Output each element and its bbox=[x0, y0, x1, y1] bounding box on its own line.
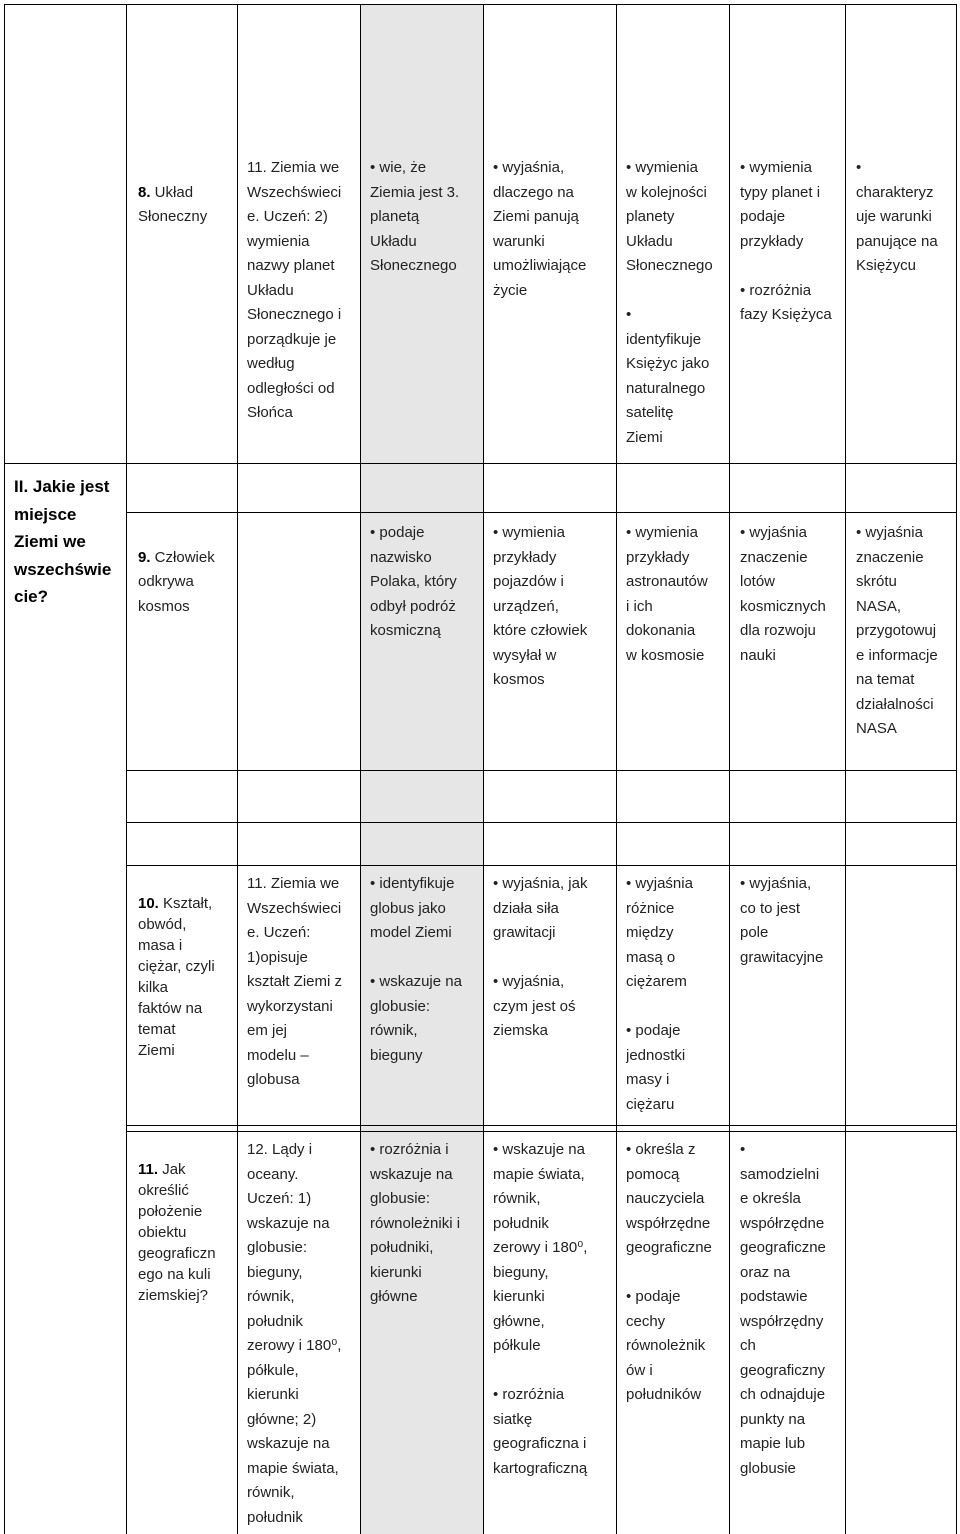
content-cell: 11. Ziemia we Wszechświeci e. Uczeń: 2) wymienia nazwy planet Układu Słonecznego i porządkuje je według odległości od Słońca bbox=[247, 159, 342, 421]
content-cell: 12. Lądy i oceany. Uczeń: 1) wskazuje na globusie: bieguny, równik, południk zerowy i 180⁰, półkule, kierunki główne; 2) wskazuje na mapie świata, równik, południk bbox=[247, 1141, 342, 1526]
table-border-top bbox=[4, 4, 957, 5]
topic-number: 9. bbox=[138, 548, 151, 566]
content-cell: 11. Ziemia we Wszechświeci e. Uczeń: 1)opisuje kształt Ziemi z wykorzystani em jej modelu – globusa bbox=[247, 875, 343, 1088]
requirement-cell: • wyjaśnia, co to jest pole grawitacyjne bbox=[740, 875, 824, 966]
table-border-right bbox=[956, 4, 957, 1534]
col-divider bbox=[616, 4, 617, 1534]
requirement-cell: • wymienia w kolejności planety Układu Słonecznego • identyfikuje Księżyc jako naturalnego satelitę Ziemi bbox=[626, 159, 713, 446]
col-divider bbox=[845, 4, 846, 1534]
topic-title: Kształt, obwód, masa i ciężar, czyli kilka faktów na temat Ziemi bbox=[138, 895, 215, 1059]
requirement-cell: • wymienia przykłady pojazdów i urządzeń, które człowiek wysyłał w kosmos bbox=[493, 524, 588, 688]
row-divider bbox=[126, 1131, 957, 1132]
col-divider bbox=[126, 4, 127, 1534]
requirement-cell: • wyjaśnia znaczenie lotów kosmicznych dla rozwoju nauki bbox=[740, 524, 826, 664]
requirement-cell: • wyjaśnia, jak działa siła grawitacji • wyjaśnia, czym jest oś ziemska bbox=[493, 875, 588, 1039]
requirement-cell: • rozróżnia i wskazuje na globusie: równoleżniki i południki, kierunki główne bbox=[370, 1141, 461, 1305]
table-row bbox=[138, 872, 238, 1061]
requirement-cell: • wskazuje na mapie świata, równik, południk zerowy i 180⁰, bieguny, kierunki główne, półkule • rozróżnia siatkę geograficzna i kartograficzną bbox=[493, 1141, 588, 1477]
row-divider bbox=[4, 463, 957, 464]
requirement-cell: • wie, że Ziemia jest 3. planetą Układu Słonecznego bbox=[370, 159, 460, 274]
topic-title: Człowiek odkrywa kosmos bbox=[138, 548, 215, 615]
col-divider bbox=[729, 4, 730, 1534]
section-label: II. Jakie jest miejsce Ziemi we wszechświe cie? bbox=[14, 477, 112, 606]
topic-title: Układ Słoneczny bbox=[138, 183, 208, 225]
col-divider bbox=[483, 4, 484, 1534]
table-row bbox=[138, 156, 238, 230]
topic-number: 8. bbox=[138, 183, 151, 201]
col-divider bbox=[360, 4, 361, 1534]
requirement-cell: • wyjaśnia znaczenie skrótu NASA, przygotowuj e informacje na temat działalności NASA bbox=[856, 524, 938, 737]
row-divider bbox=[126, 512, 957, 513]
requirement-cell: • wymienia przykłady astronautów i ich dokonania w kosmosie bbox=[626, 524, 708, 664]
requirement-cell: • charakteryz uje warunki panujące na Księżycu bbox=[856, 159, 938, 274]
row-divider bbox=[126, 865, 957, 866]
requirement-cell: • wyjaśnia, dlaczego na Ziemi panują warunki umożliwiające życie bbox=[493, 159, 587, 299]
row-divider bbox=[126, 822, 957, 823]
row-divider bbox=[126, 770, 957, 771]
topic-title: Jak określić położenie obiektu geograficzn ego na kuli ziemskiej? bbox=[138, 1161, 216, 1304]
table-border-left bbox=[4, 4, 5, 1534]
topic-number: 10. bbox=[138, 895, 159, 912]
requirement-cell: • wyjaśnia różnice między masą o ciężarem • podaje jednostki masy i ciężaru bbox=[626, 875, 693, 1113]
topic-number: 11. bbox=[138, 1161, 159, 1178]
requirement-cell: • identyfikuje globus jako model Ziemi • wskazuje na globusie: równik, bieguny bbox=[370, 875, 462, 1064]
requirement-cell: • samodzielni e określa współrzędne geograficzne oraz na podstawie współrzędny ch geograficzny ch odnajduje punkty na mapie lub globusie bbox=[740, 1141, 826, 1477]
row-divider bbox=[126, 1125, 957, 1126]
requirement-cell: • określa z pomocą nauczyciela współrzędne geograficzne • podaje cechy równoleżnik ów i południków bbox=[626, 1141, 712, 1403]
requirement-cell: • wymienia typy planet i podaje przykłady • rozróżnia fazy Księżyca bbox=[740, 159, 832, 323]
table-row bbox=[138, 521, 238, 619]
table-row bbox=[138, 1138, 238, 1306]
requirement-cell: • podaje nazwisko Polaka, który odbył podróż kosmiczną bbox=[370, 524, 457, 639]
